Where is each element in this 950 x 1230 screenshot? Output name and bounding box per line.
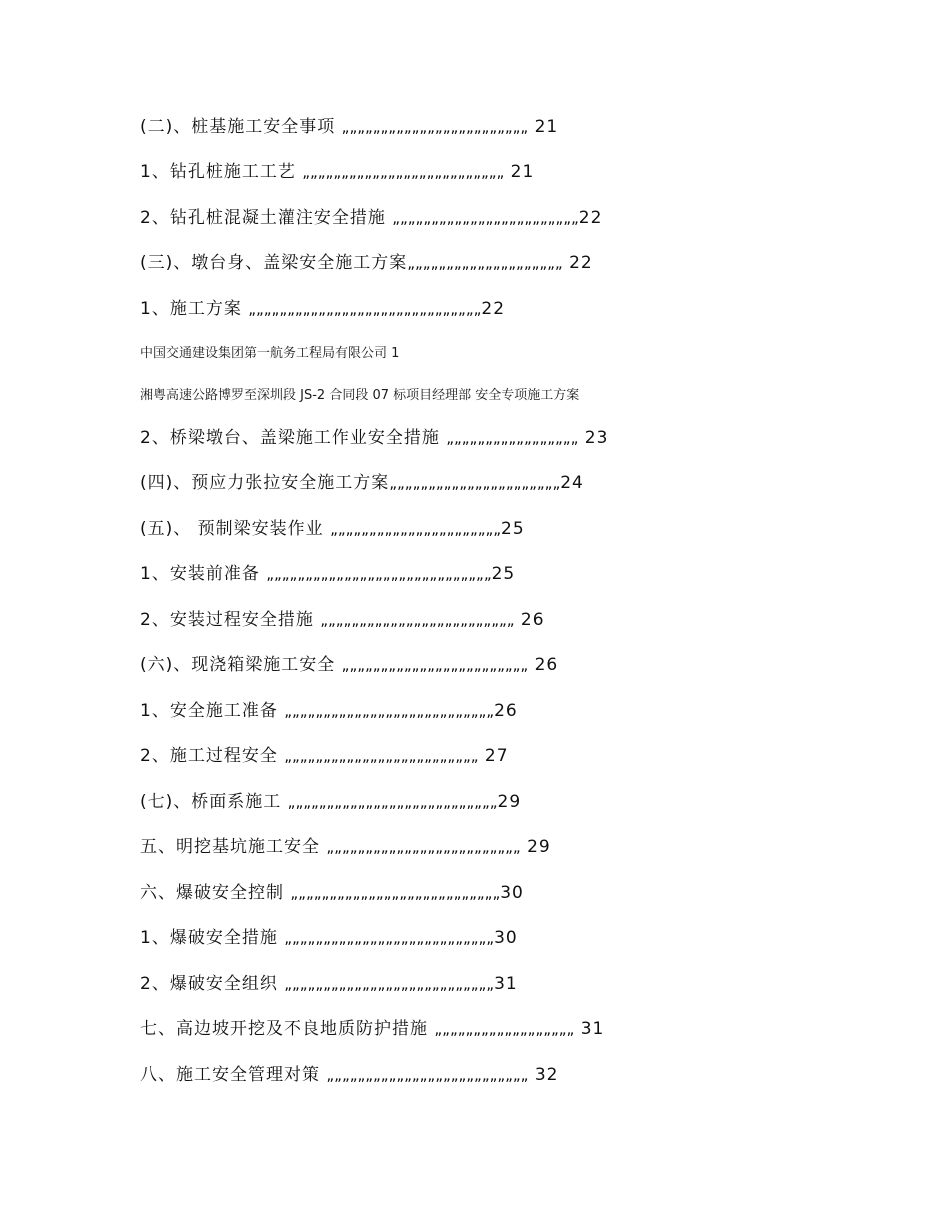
toc-entry-title: 2、施工过程安全 <box>140 746 285 766</box>
toc-entry-leader: „„„„„„„„„„„„„„„„„„„„„„„„„„„ <box>284 702 495 720</box>
toc-entry-title: (二)、桩基施工安全事项 <box>140 117 342 137</box>
toc-entry-page: 21 <box>528 117 559 137</box>
toc-entry-page: 26 <box>494 701 518 721</box>
toc-entry-title: 五、明挖基坑施工安全 <box>140 837 327 857</box>
toc-entry-leader: „„„„„„„„„„„„„„„„„„„„„„„„ <box>341 118 529 136</box>
toc-entry-page: 25 <box>501 519 525 539</box>
toc-entry-page: 32 <box>528 1065 559 1085</box>
toc-entry[interactable] <box>140 926 518 950</box>
toc-entry-leader: „„„„„„„„„„„„„„„„„„„„„„„„„„„„„ <box>266 565 492 583</box>
toc-entry-leader: „„„„„„„„„„„„„„„„„„„„„„„„„„„ <box>290 884 501 902</box>
toc-entry-page: 22 <box>562 253 593 273</box>
toc-entry-title: 2、安装过程安全措施 <box>140 610 321 630</box>
toc-entry-title: 六、爆破安全控制 <box>140 883 291 903</box>
toc-entry[interactable] <box>140 653 558 677</box>
toc-entry-title: 1、施工方案 <box>140 299 249 319</box>
toc-entry[interactable] <box>140 881 524 905</box>
toc-entry-page: 25 <box>491 564 516 584</box>
toc-entry-leader: „„„„„„„„„„„„„„„„„„„„„„„„„ <box>320 611 515 629</box>
toc-entry[interactable] <box>140 517 525 541</box>
toc-entry-leader: „„„„„„„„„„„„„„„„„„„„„„„„ <box>341 656 529 674</box>
toc-entry-page: 26 <box>514 610 545 630</box>
toc-entry-page: 31 <box>574 1019 605 1039</box>
toc-entry[interactable] <box>140 835 551 859</box>
toc-entry-title: 1、安全施工准备 <box>140 701 285 721</box>
toc-entry[interactable] <box>140 562 515 586</box>
toc-entry-leader: „„„„„„„„„„„„„„„„„„„„„„„„„„ <box>326 1066 529 1084</box>
toc-entry-leader: „„„„„„„„„„„„„„„„„„„„„„„„„ <box>326 838 521 856</box>
toc-entry[interactable] <box>140 972 518 996</box>
toc-entry-title: 2、桥梁墩台、盖梁施工作业安全措施 <box>140 428 447 448</box>
toc-entry-page: 30 <box>500 883 524 903</box>
toc-entry-title: (三)、墩台身、盖梁安全施工方案 <box>140 253 408 273</box>
toc-entry[interactable] <box>140 426 608 450</box>
page-header-project: 湘粤高速公路博罗至深圳段 JS-2 合同段 07 标项目经理部 安全专项施工方案 <box>140 388 580 403</box>
toc-entry[interactable] <box>140 471 584 495</box>
toc-entry[interactable] <box>140 744 509 768</box>
page-footer-company: 中国交通建设集团第一航务工程局有限公司 1 <box>140 346 400 361</box>
toc-entry-leader: „„„„„„„„„„„„„„„„„„ <box>434 1020 575 1038</box>
toc-entry-page: 22 <box>481 299 506 319</box>
toc-entry-page: 29 <box>497 792 522 812</box>
toc-entry[interactable] <box>140 160 534 184</box>
toc-entry-page: 23 <box>578 428 609 448</box>
toc-entry-title: 1、爆破安全措施 <box>140 928 285 948</box>
toc-entry-leader: „„„„„„„„„„„„„„„„„„„„„„„„„„ <box>302 163 505 181</box>
toc-entry-title: 1、安装前准备 <box>140 564 267 584</box>
toc-entry-leader: „„„„„„„„„„„„„„„„„„„„„„„„„„„ <box>284 929 495 947</box>
toc-entry[interactable] <box>140 608 545 632</box>
toc-entry-page: 31 <box>494 974 518 994</box>
toc-entry-title: 八、施工安全管理对策 <box>140 1065 327 1085</box>
toc-entry-leader: „„„„„„„„„„„„„„„„„„„„„„„„„„„ <box>284 975 495 993</box>
toc-entry-title: (五)、 预制梁安装作业 <box>140 519 331 539</box>
toc-entry-leader: „„„„„„„„„„„„„„„„„„„„ <box>407 254 563 272</box>
toc-entry-leader: „„„„„„„„„„„„„„„„„ <box>446 429 579 447</box>
toc-entry-leader: „„„„„„„„„„„„„„„„„„„„„„ <box>330 520 502 538</box>
toc-entry-title: (七)、桥面系施工 <box>140 792 288 812</box>
toc-entry[interactable] <box>140 115 558 139</box>
toc-entry-page: 24 <box>560 473 584 493</box>
toc-entry-leader: „„„„„„„„„„„„„„„„„„„„„„„„„„„„„„ <box>248 300 482 318</box>
toc-entry[interactable] <box>140 297 505 321</box>
toc-entry[interactable] <box>140 790 521 814</box>
toc-entry-leader: „„„„„„„„„„„„„„„„„„„„„„ <box>389 474 561 492</box>
toc-entry-page: 27 <box>478 746 509 766</box>
toc-entry-title: 1、钻孔桩施工工艺 <box>140 162 303 182</box>
toc-entry[interactable] <box>140 251 593 275</box>
toc-entry-title: (四)、预应力张拉安全施工方案 <box>140 473 390 493</box>
toc-entry-title: 七、高边坡开挖及不良地质防护措施 <box>140 1019 435 1039</box>
toc-entry[interactable] <box>140 206 602 230</box>
toc-entry-page: 21 <box>504 162 535 182</box>
toc-entry-title: (六)、现浇箱梁施工安全 <box>140 655 342 675</box>
toc-entry-title: 2、钻孔桩混凝土灌注安全措施 <box>140 208 393 228</box>
toc-entry[interactable] <box>140 699 518 723</box>
toc-entry-page: 26 <box>528 655 559 675</box>
toc-entry-leader: „„„„„„„„„„„„„„„„„„„„„„„„ <box>392 209 579 227</box>
toc-entry[interactable] <box>140 1063 559 1087</box>
toc-entry-leader: „„„„„„„„„„„„„„„„„„„„„„„„„„„ <box>287 793 498 811</box>
toc-entry-leader: „„„„„„„„„„„„„„„„„„„„„„„„„ <box>284 747 479 765</box>
toc-entry-title: 2、爆破安全组织 <box>140 974 285 994</box>
toc-entry-page: 22 <box>578 208 603 228</box>
toc-entry-page: 30 <box>494 928 518 948</box>
toc-entry-page: 29 <box>520 837 551 857</box>
toc-entry[interactable] <box>140 1017 604 1041</box>
